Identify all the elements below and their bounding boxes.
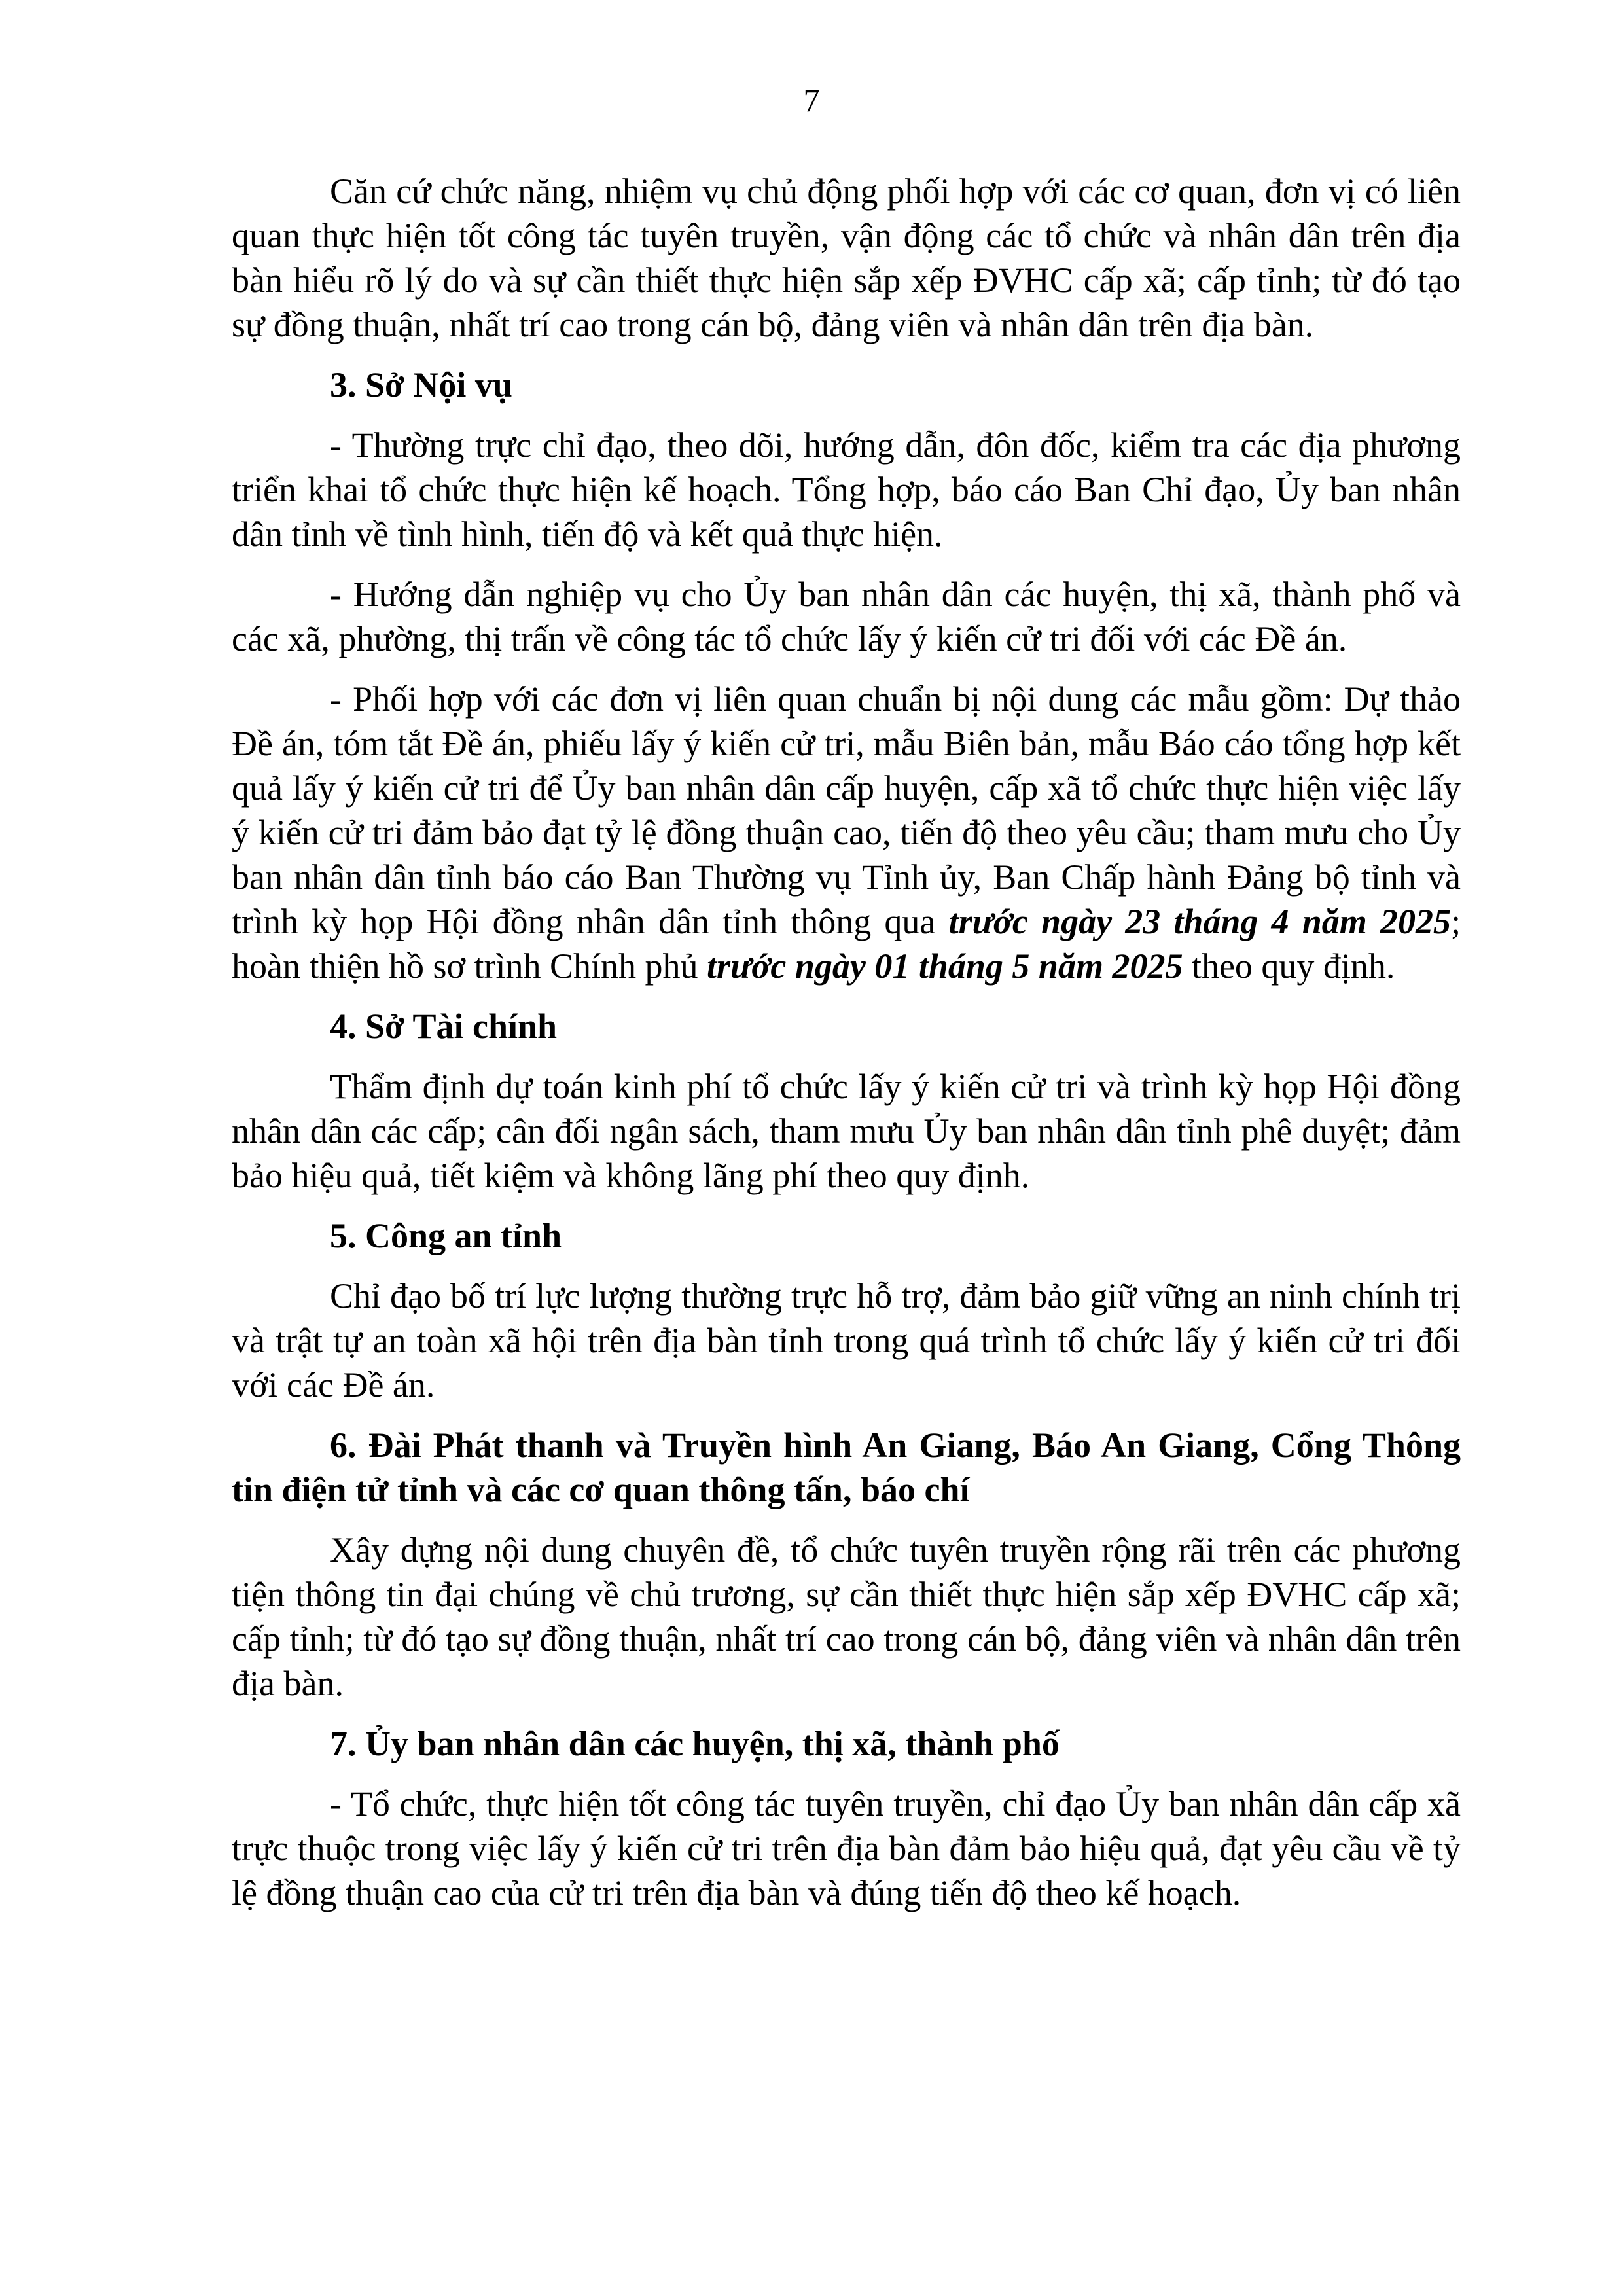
paragraph-noi-vu-3-text-3: theo quy định. <box>1183 946 1395 986</box>
heading-so-tai-chinh: 4. Sở Tài chính <box>330 1007 558 1046</box>
paragraph-noi-vu-1: - Thường trực chỉ đạo, theo dõi, hướng dẫn, đôn đốc, kiểm tra các địa phương triển khai tổ chức thực hiện kế hoạch. Tổng hợp, báo cáo Ban Chỉ đạo, Ủy ban nhân dân tỉnh về tình hình, tiến độ và kết quả thực hiện. <box>232 425 1461 554</box>
paragraph-dai-phat-thanh: Xây dựng nội dung chuyên đề, tổ chức tuyên truyền rộng rãi trên các phương tiện thông tin đại chúng về chủ trương, sự cần thiết thực hiện sắp xếp ĐVHC cấp xã; cấp tỉnh; từ đó tạo sự đồng thuận, nhất trí cao trong cán bộ, đảng viên và nhân dân trên địa bàn. <box>232 1530 1461 1703</box>
paragraph-tai-chinh: Thẩm định dự toán kinh phí tổ chức lấy ý kiến cử tri và trình kỳ họp Hội đồng nhân dân các cấp; cân đối ngân sách, tham mưu Ủy ban nhân dân tỉnh phê duyệt; đảm bảo hiệu quả, tiết kiệm và không lãng phí theo quy định. <box>232 1067 1461 1195</box>
page-number: 7 <box>803 82 820 118</box>
heading-ubnd-huyen: 7. Ủy ban nhân dân các huyện, thị xã, thành phố <box>330 1724 1060 1763</box>
paragraph-noi-vu-3 <box>232 677 1461 988</box>
deadline-provincial-council: trước ngày 23 tháng 4 năm 2025 <box>948 902 1451 941</box>
deadline-government: trước ngày 01 tháng 5 năm 2025 <box>707 946 1183 986</box>
heading-dai-phat-thanh: 6. Đài Phát thanh và Truyền hình An Giang, Báo An Giang, Cổng Thông tin điện tử tỉnh và các cơ quan thông tấn, báo chí <box>232 1426 1461 1509</box>
paragraph-cong-an: Chỉ đạo bố trí lực lượng thường trực hỗ trợ, đảm bảo giữ vững an ninh chính trị và trật tự an toàn xã hội trên địa bàn tỉnh trong quá trình tổ chức lấy ý kiến cử tri đối với các Đề án. <box>232 1276 1461 1405</box>
heading-so-noi-vu: 3. Sở Nội vụ <box>330 365 512 404</box>
paragraph-noi-vu-3-text-2: ; hoàn thiện hồ sơ trình Chính phủ <box>232 902 1461 986</box>
paragraph-intro: Căn cứ chức năng, nhiệm vụ chủ động phối hợp với các cơ quan, đơn vị có liên quan thực hiện tốt công tác tuyên truyền, vận động các tổ chức và nhân dân trên địa bàn hiểu rõ lý do và sự cần thiết thực hiện sắp xếp ĐVHC cấp xã; cấp tỉnh; từ đó tạo sự đồng thuận, nhất trí cao trong cán bộ, đảng viên và nhân dân trên địa bàn. <box>232 171 1461 344</box>
heading-cong-an-tinh: 5. Công an tỉnh <box>330 1216 562 1255</box>
paragraph-noi-vu-2: - Hướng dẫn nghiệp vụ cho Ủy ban nhân dân các huyện, thị xã, thành phố và các xã, phường, thị trấn về công tác tổ chức lấy ý kiến cử tri đối với các Đề án. <box>232 575 1461 658</box>
paragraph-ubnd-huyen: - Tổ chức, thực hiện tốt công tác tuyên truyền, chỉ đạo Ủy ban nhân dân cấp xã trực thuộc trong việc lấy ý kiến cử tri trên địa bàn đảm bảo hiệu quả, đạt yêu cầu về tỷ lệ đồng thuận cao của cử tri trên địa bàn và đúng tiến độ theo kế hoạch. <box>232 1784 1461 1912</box>
document-body <box>232 169 1461 1931</box>
paragraph-noi-vu-3-text-1: - Phối hợp với các đơn vị liên quan chuẩn bị nội dung các mẫu gồm: Dự thảo Đề án, tóm tắt Đề án, phiếu lấy ý kiến cử tri, mẫu Biên bản, mẫu Báo cáo tổng hợp kết quả lấy ý kiến cử tri để Ủy ban nhân dân cấp huyện, cấp xã tổ chức thực hiện việc lấy ý kiến cử tri đảm bảo đạt tỷ lệ đồng thuận cao, tiến độ theo yêu cầu; tham mưu cho Ủy ban nhân dân tỉnh báo cáo Ban Thường vụ Tỉnh ủy, Ban Chấp hành Đảng bộ tỉnh và trình kỳ họp Hội đồng nhân dân tỉnh thông qua <box>232 679 1461 941</box>
